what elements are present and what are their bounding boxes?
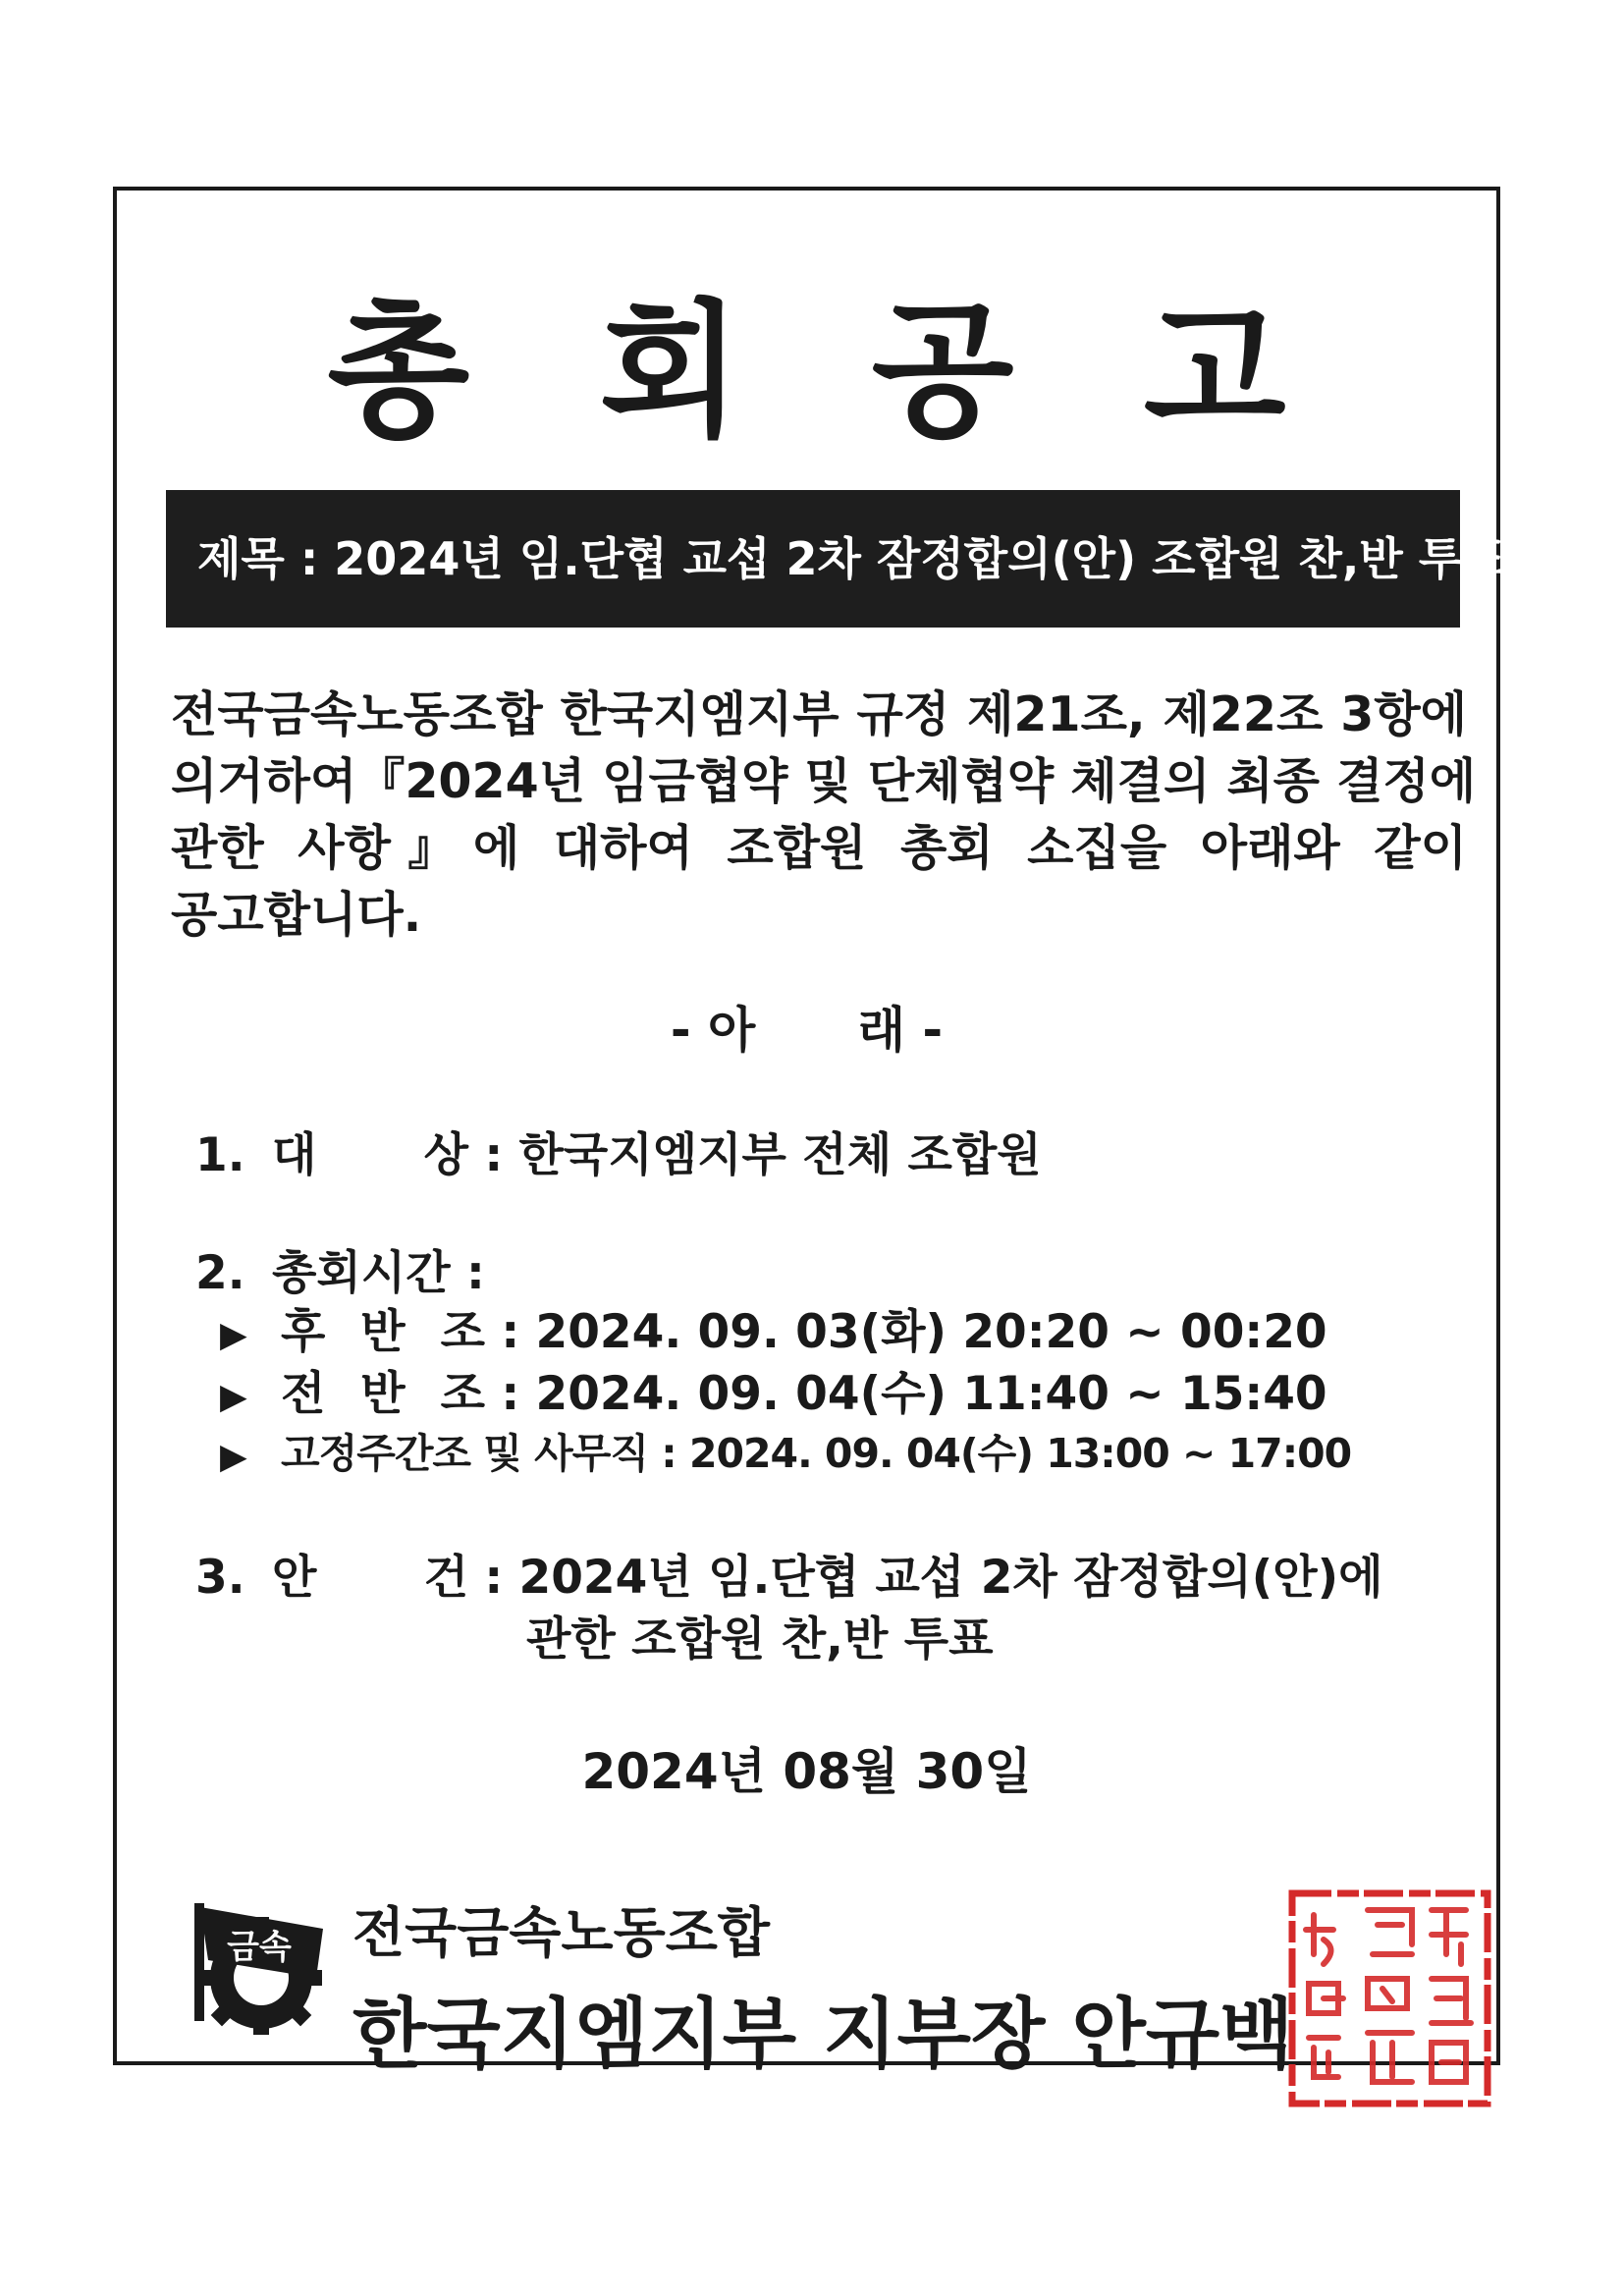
item-label: 안 건 [272, 1551, 468, 1605]
schedule-time: 2024. 09. 03(화) 20:20 ~ 00:20 [535, 1305, 1327, 1359]
item-number: 3. [195, 1551, 245, 1605]
schedule-row [220, 1295, 1327, 1361]
schedule-group: 전 반 조 [281, 1367, 485, 1421]
intro-line: 공고합니다. [171, 887, 422, 943]
schedule-separator: : [485, 1367, 536, 1421]
intro-line: 관한 사항』에 대하여 조합원 총회 소집을 아래와 같이 [171, 820, 1467, 876]
schedule-group: 후 반 조 [281, 1305, 485, 1359]
schedule-time: 2024. 09. 04(수) 13:00 ~ 17:00 [688, 1430, 1352, 1477]
page-title: 총 회 공 고 [327, 287, 1326, 458]
item-label: 총회시간 [272, 1246, 451, 1300]
schedule-separator: : [485, 1305, 536, 1359]
item-label: 대 상 [272, 1128, 468, 1182]
union-logo-icon [190, 1899, 333, 2037]
item-number: 2. [195, 1246, 245, 1300]
intro-paragraph [171, 682, 1477, 949]
notice-date: 2024년 08월 30일 [581, 1743, 1032, 1800]
item-value: 2024년 임.단협 교섭 2차 잠정합의(안)에 [518, 1551, 1383, 1605]
subject-bar: 제목 : 2024년 임.단협 교섭 2차 잠정합의(안) 조합원 찬,반 투표 [166, 490, 1460, 628]
item-value: 관한 조합원 찬,반 투표 [526, 1613, 994, 1667]
item-separator: : [450, 1246, 485, 1300]
org-signatory: 한국지엠지부 지부장 안규백 [352, 1991, 1294, 2079]
item-separator: : [468, 1128, 519, 1182]
item-agenda [195, 1541, 1383, 1607]
logo-text: 금속 [227, 1928, 292, 1967]
schedule-row [220, 1357, 1327, 1423]
item-number: 1. [195, 1128, 245, 1182]
schedule-row [220, 1421, 1351, 1479]
org-name: 전국금속노동조합 [352, 1901, 771, 1964]
item-separator: : [468, 1551, 519, 1605]
schedule-time: 2024. 09. 04(수) 11:40 ~ 15:40 [535, 1367, 1327, 1421]
triangle-marker-icon: ▶ [220, 1315, 247, 1355]
triangle-marker-icon: ▶ [220, 1377, 247, 1417]
intro-line: 의거하여『2024년 임금협약 및 단체협약 체결의 최종 결정에 [171, 753, 1477, 809]
triangle-marker-icon: ▶ [220, 1436, 246, 1477]
item-target [195, 1119, 1042, 1184]
official-seal-icon [1284, 1886, 1495, 2111]
schedule-group: 고정주간조 및 사무직 [281, 1430, 649, 1477]
item-agenda-continued [526, 1603, 994, 1668]
item-value: 한국지엠지부 전체 조합원 [518, 1128, 1042, 1182]
item-time [195, 1236, 485, 1302]
below-heading: - 아 래 - [670, 1002, 944, 1059]
schedule-separator: : [648, 1430, 689, 1477]
notice-frame [113, 187, 1506, 2079]
intro-line: 전국금속노동조합 한국지엠지부 규정 제21조, 제22조 3항에 [171, 686, 1467, 742]
